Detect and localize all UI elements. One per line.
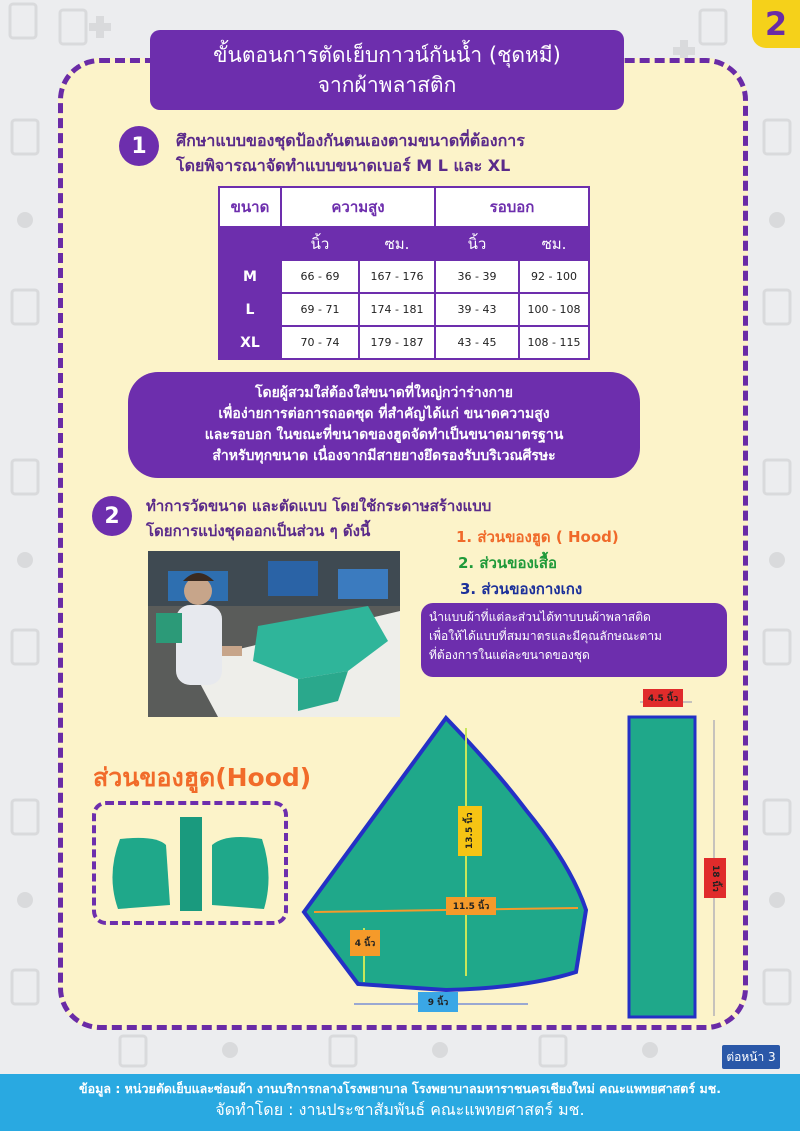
- note-line-2: เพื่อง่ายการต่อการถอดชุด ที่สำคัญได้แก่ ขนาดความสูง: [218, 406, 550, 422]
- strip-width-label: 4.5 นิ้ว: [643, 689, 683, 707]
- note-line-4: สำหรับทุกขนาด เนื่องจากมีสายยางยึดรองรับบริเวณศีรษะ: [212, 448, 556, 464]
- strip-length-label: 18 นิ้ว: [704, 858, 726, 898]
- hood-bottom-label: 9 นิ้ว: [418, 992, 458, 1012]
- unit-cm: ซม.: [359, 227, 435, 260]
- height-inch-cell: 66 - 69: [281, 260, 359, 293]
- height-cm-cell: 174 - 181: [359, 293, 435, 326]
- step-1-text: [176, 128, 525, 178]
- chest-cm-cell: 100 - 108: [519, 293, 589, 326]
- cut-note-line-3: ที่ต้องการในแต่ละขนาดของชุด: [429, 648, 590, 662]
- hood-pieces-box: [92, 801, 288, 925]
- header-size: ขนาด: [219, 187, 281, 227]
- continue-next-page-link[interactable]: ต่อหน้า 3: [722, 1045, 780, 1069]
- hood-height-label: 13.5 นิ้ว: [458, 806, 482, 856]
- height-cm-cell: 167 - 176: [359, 260, 435, 293]
- hood-pieces-illustration: [96, 805, 284, 921]
- part-hood-label: 1. ส่วนของฮูด ( Hood): [456, 528, 619, 546]
- title-line-2: จากผ้าพลาสติก: [317, 73, 457, 97]
- step-2-number: 2: [92, 496, 132, 536]
- footer: [0, 1074, 800, 1131]
- chest-inch-cell: 36 - 39: [435, 260, 519, 293]
- chest-cm-cell: 92 - 100: [519, 260, 589, 293]
- footer-credit: จัดทำโดย : งานประชาสัมพันธ์ คณะแพทยศาสตร์ มช.: [215, 1100, 585, 1119]
- table-row: [219, 260, 589, 293]
- height-inch-cell: 70 - 74: [281, 326, 359, 359]
- step-1-line-2: โดยพิจารณาจัดทำแบบขนาดเบอร์ M L และ XL: [176, 156, 511, 175]
- strip-pattern-shape: [629, 717, 695, 1017]
- height-cm-cell: 179 - 187: [359, 326, 435, 359]
- part-pants-label: 3. ส่วนของกางเกง: [460, 580, 583, 598]
- step-1-line-1: ศึกษาแบบของชุดป้องกันตนเองตามขนาดที่ต้องการ: [176, 131, 525, 150]
- size-cell: XL: [219, 326, 281, 359]
- chest-cm-cell: 108 - 115: [519, 326, 589, 359]
- unit-inch: นิ้ว: [281, 227, 359, 260]
- size-cell: M: [219, 260, 281, 293]
- height-inch-cell: 69 - 71: [281, 293, 359, 326]
- table-row: [219, 326, 589, 359]
- page-number-badge: 2: [752, 0, 800, 48]
- step-2-text: [146, 494, 491, 544]
- unit-blank: [219, 227, 281, 260]
- unit-cm: ซม.: [519, 227, 589, 260]
- step-1-number: 1: [119, 126, 159, 166]
- title-line-1: ขั้นตอนการตัดเย็บกาวน์กันน้ำ (ชุดหมี): [213, 43, 561, 67]
- hood-section-title: ส่วนของฮูด(Hood): [93, 763, 312, 792]
- footer-source: ข้อมูล : หน่วยตัดเย็บและซ่อมผ้า งานบริการกลางโรงพยาบาล โรงพยาบาลมหาราชนครเชียงใหม่ คณะแพทยศาสตร์ มช.: [79, 1081, 721, 1096]
- table-row: [219, 293, 589, 326]
- size-note: [128, 372, 640, 478]
- page-title: [150, 30, 624, 110]
- size-table: [218, 186, 590, 360]
- size-cell: L: [219, 293, 281, 326]
- cut-instruction-note: [421, 603, 727, 677]
- hood-pattern-shape: [304, 718, 586, 990]
- part-shirt-label: 2. ส่วนของเสื้อ: [458, 554, 558, 572]
- chest-inch-cell: 43 - 45: [435, 326, 519, 359]
- step-2-line-2: โดยการแบ่งชุดออกเป็นส่วน ๆ ดังนี้: [146, 522, 371, 540]
- hood-pattern-diagram: [296, 690, 746, 1030]
- unit-inch: นิ้ว: [435, 227, 519, 260]
- chest-inch-cell: 39 - 43: [435, 293, 519, 326]
- cut-note-line-1: นำแบบผ้าที่แต่ละส่วนได้ทาบบนผ้าพลาสติด: [429, 610, 651, 624]
- note-line-3: และรอบอก ในขณะที่ขนาดของฮูดจัดทำเป็นขนาดมาตรฐาน: [204, 427, 564, 443]
- header-chest: รอบอก: [435, 187, 589, 227]
- header-height: ความสูง: [281, 187, 435, 227]
- step-2-line-1: ทำการวัดขนาด และตัดแบบ โดยใช้กระดาษสร้างแบบ: [146, 497, 492, 515]
- cut-note-line-2: เพื่อให้ได้แบบที่สมมาตรและมีคุณลักษณะตาม: [429, 629, 662, 643]
- hood-width-label: 11.5 นิ้ว: [446, 897, 496, 915]
- hood-side-label: 4 นิ้ว: [350, 930, 380, 956]
- note-line-1: โดยผู้สวมใส่ต้องใส่ขนาดที่ใหญ่กว่าร่างกาย: [254, 385, 514, 401]
